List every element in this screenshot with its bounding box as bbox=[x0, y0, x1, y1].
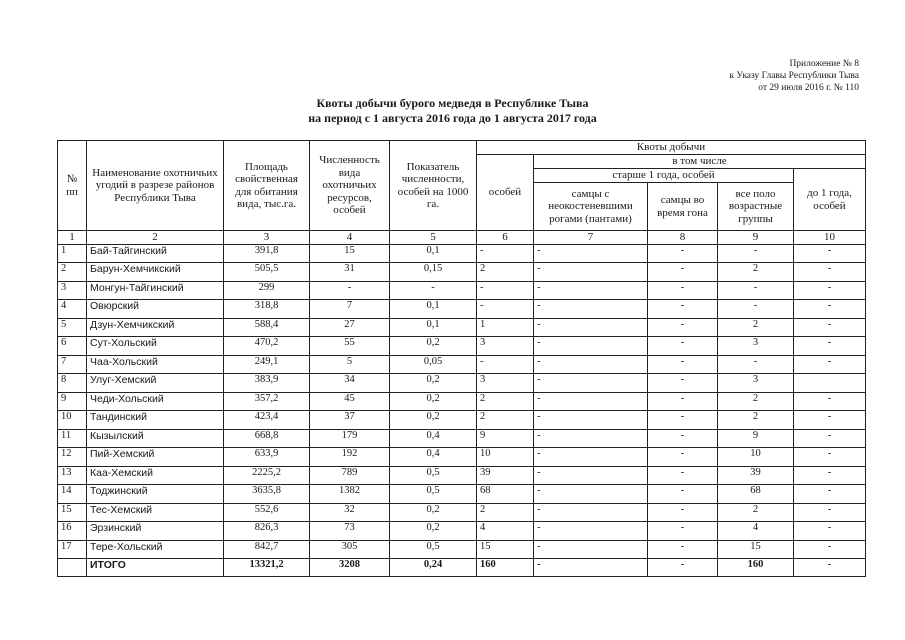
title-line-2: на период с 1 августа 2016 года до 1 августа 2017 года bbox=[308, 111, 597, 125]
header-name: Наименование охотничьих угодий в разрезе районов Республики Тыва bbox=[87, 141, 224, 231]
under1-cell: - bbox=[794, 244, 866, 263]
area-cell: 668,8 bbox=[224, 429, 310, 448]
col-number: 5 bbox=[390, 231, 477, 245]
rate-cell: 0,2 bbox=[390, 522, 477, 541]
under1-cell: - bbox=[794, 466, 866, 485]
col-number: 3 bbox=[224, 231, 310, 245]
under1-cell bbox=[794, 374, 866, 393]
area-cell: 552,6 bbox=[224, 503, 310, 522]
total-cell: 39 bbox=[477, 466, 534, 485]
antlers-cell: - bbox=[534, 485, 648, 504]
rut-cell: - bbox=[648, 503, 718, 522]
all-ages-cell: 2 bbox=[718, 318, 794, 337]
rut-cell: - bbox=[648, 448, 718, 467]
header-including: в том числе bbox=[534, 155, 866, 169]
rut-cell: - bbox=[648, 485, 718, 504]
antlers-cell: - bbox=[534, 522, 648, 541]
row-num bbox=[58, 559, 87, 577]
district-name: Тоджинский bbox=[87, 485, 224, 504]
row-num: 3 bbox=[58, 281, 87, 300]
area-cell: 423,4 bbox=[224, 411, 310, 430]
total-under1: - bbox=[794, 559, 866, 577]
population-cell: 31 bbox=[310, 263, 390, 282]
all-ages-cell: 9 bbox=[718, 429, 794, 448]
row-num: 4 bbox=[58, 300, 87, 319]
total-row bbox=[58, 559, 866, 577]
rate-cell: 0,2 bbox=[390, 503, 477, 522]
population-cell: 73 bbox=[310, 522, 390, 541]
under1-cell: - bbox=[794, 318, 866, 337]
all-ages-cell: 2 bbox=[718, 503, 794, 522]
row-num: 6 bbox=[58, 337, 87, 356]
area-cell: 826,3 bbox=[224, 522, 310, 541]
total-quota: 160 bbox=[477, 559, 534, 577]
header-quota: Квоты добычи bbox=[477, 141, 866, 155]
row-num: 5 bbox=[58, 318, 87, 337]
district-name: Кызылский bbox=[87, 429, 224, 448]
antlers-cell: - bbox=[534, 318, 648, 337]
total-population: 3208 bbox=[310, 559, 390, 577]
rate-cell: 0,1 bbox=[390, 318, 477, 337]
rut-cell: - bbox=[648, 244, 718, 263]
rate-cell: 0,4 bbox=[390, 448, 477, 467]
district-name: Сут-Хольский bbox=[87, 337, 224, 356]
table-row bbox=[58, 300, 866, 319]
rate-cell: 0,2 bbox=[390, 374, 477, 393]
all-ages-cell: - bbox=[718, 355, 794, 374]
antlers-cell: - bbox=[534, 337, 648, 356]
all-ages-cell: 68 bbox=[718, 485, 794, 504]
table-row bbox=[58, 540, 866, 559]
all-ages-cell: 2 bbox=[718, 263, 794, 282]
rut-cell: - bbox=[648, 392, 718, 411]
col-number: 6 bbox=[477, 231, 534, 245]
row-num: 16 bbox=[58, 522, 87, 541]
district-name: Чаа-Хольский bbox=[87, 355, 224, 374]
total-cell: 9 bbox=[477, 429, 534, 448]
col-number: 7 bbox=[534, 231, 648, 245]
quota-table bbox=[57, 140, 866, 577]
district-name: Овюрский bbox=[87, 300, 224, 319]
total-cell: - bbox=[477, 281, 534, 300]
area-cell: 633,9 bbox=[224, 448, 310, 467]
row-num: 14 bbox=[58, 485, 87, 504]
rate-cell: 0,5 bbox=[390, 466, 477, 485]
district-name: Дзун-Хемчикский bbox=[87, 318, 224, 337]
antlers-cell: - bbox=[534, 281, 648, 300]
rate-cell: 0,15 bbox=[390, 263, 477, 282]
table-row bbox=[58, 355, 866, 374]
table-row bbox=[58, 281, 866, 300]
appendix-line-3: от 29 июля 2016 г. № 110 bbox=[758, 83, 859, 93]
area-cell: 2225,2 bbox=[224, 466, 310, 485]
table-row bbox=[58, 503, 866, 522]
row-num: 17 bbox=[58, 540, 87, 559]
all-ages-cell: 39 bbox=[718, 466, 794, 485]
appendix-line-1: Приложение № 8 bbox=[789, 59, 859, 69]
district-name: Улуг-Хемский bbox=[87, 374, 224, 393]
antlers-cell: - bbox=[534, 355, 648, 374]
rut-cell: - bbox=[648, 355, 718, 374]
total-label: ИТОГО bbox=[87, 559, 224, 577]
all-ages-cell: 4 bbox=[718, 522, 794, 541]
row-num: 7 bbox=[58, 355, 87, 374]
district-name: Бай-Тайгинский bbox=[87, 244, 224, 263]
population-cell: 32 bbox=[310, 503, 390, 522]
district-name: Эрзинский bbox=[87, 522, 224, 541]
population-cell: - bbox=[310, 281, 390, 300]
rut-cell: - bbox=[648, 318, 718, 337]
row-num: 10 bbox=[58, 411, 87, 430]
under1-cell: - bbox=[794, 392, 866, 411]
antlers-cell: - bbox=[534, 300, 648, 319]
row-num: 12 bbox=[58, 448, 87, 467]
row-num: 9 bbox=[58, 392, 87, 411]
antlers-cell: - bbox=[534, 263, 648, 282]
district-name: Тес-Хемский bbox=[87, 503, 224, 522]
district-name: Пий-Хемский bbox=[87, 448, 224, 467]
total-rate: 0,24 bbox=[390, 559, 477, 577]
rut-cell: - bbox=[648, 522, 718, 541]
col-number: 9 bbox=[718, 231, 794, 245]
antlers-cell: - bbox=[534, 374, 648, 393]
rut-cell: - bbox=[648, 429, 718, 448]
population-cell: 45 bbox=[310, 392, 390, 411]
under1-cell: - bbox=[794, 281, 866, 300]
population-cell: 192 bbox=[310, 448, 390, 467]
rut-cell: - bbox=[648, 411, 718, 430]
header-males-antlers: самцы с неокостеневшими рогами (пантами) bbox=[534, 183, 648, 231]
total-cell: 2 bbox=[477, 411, 534, 430]
under1-cell: - bbox=[794, 337, 866, 356]
rate-cell: - bbox=[390, 281, 477, 300]
area-cell: 391,8 bbox=[224, 244, 310, 263]
area-cell: 505,5 bbox=[224, 263, 310, 282]
district-name: Барун-Хемчикский bbox=[87, 263, 224, 282]
antlers-cell: - bbox=[534, 540, 648, 559]
rut-cell: - bbox=[648, 540, 718, 559]
under1-cell: - bbox=[794, 429, 866, 448]
total-rut: - bbox=[648, 559, 718, 577]
table-row bbox=[58, 522, 866, 541]
table-row bbox=[58, 448, 866, 467]
under1-cell: - bbox=[794, 300, 866, 319]
rate-cell: 0,5 bbox=[390, 485, 477, 504]
col-number: 10 bbox=[794, 231, 866, 245]
rate-cell: 0,5 bbox=[390, 540, 477, 559]
under1-cell: - bbox=[794, 522, 866, 541]
total-all-ages: 160 bbox=[718, 559, 794, 577]
population-cell: 5 bbox=[310, 355, 390, 374]
header-total: особей bbox=[477, 155, 534, 231]
document-title bbox=[0, 96, 905, 126]
antlers-cell: - bbox=[534, 429, 648, 448]
rut-cell: - bbox=[648, 466, 718, 485]
rate-cell: 0,2 bbox=[390, 411, 477, 430]
antlers-cell: - bbox=[534, 448, 648, 467]
header-population: Численность вида охотничьих ресурсов, особей bbox=[310, 141, 390, 231]
population-cell: 1382 bbox=[310, 485, 390, 504]
table-row bbox=[58, 337, 866, 356]
table-row bbox=[58, 429, 866, 448]
under1-cell: - bbox=[794, 448, 866, 467]
rut-cell: - bbox=[648, 374, 718, 393]
table-row bbox=[58, 318, 866, 337]
population-cell: 55 bbox=[310, 337, 390, 356]
antlers-cell: - bbox=[534, 244, 648, 263]
col-number: 4 bbox=[310, 231, 390, 245]
table-row bbox=[58, 244, 866, 263]
row-num: 15 bbox=[58, 503, 87, 522]
under1-cell: - bbox=[794, 411, 866, 430]
area-cell: 3635,8 bbox=[224, 485, 310, 504]
row-num: 8 bbox=[58, 374, 87, 393]
under1-cell: - bbox=[794, 355, 866, 374]
total-cell: 3 bbox=[477, 374, 534, 393]
header-all-ages: все поло возрастные группы bbox=[718, 183, 794, 231]
area-cell: 470,2 bbox=[224, 337, 310, 356]
row-num: 1 bbox=[58, 244, 87, 263]
area-cell: 588,4 bbox=[224, 318, 310, 337]
rate-cell: 0,2 bbox=[390, 392, 477, 411]
total-cell: 4 bbox=[477, 522, 534, 541]
total-cell: - bbox=[477, 355, 534, 374]
total-cell: - bbox=[477, 300, 534, 319]
rate-cell: 0,05 bbox=[390, 355, 477, 374]
rate-cell: 0,1 bbox=[390, 300, 477, 319]
total-cell: 1 bbox=[477, 318, 534, 337]
population-cell: 27 bbox=[310, 318, 390, 337]
table-row bbox=[58, 485, 866, 504]
table-row bbox=[58, 374, 866, 393]
rut-cell: - bbox=[648, 263, 718, 282]
area-cell: 357,2 bbox=[224, 392, 310, 411]
population-cell: 7 bbox=[310, 300, 390, 319]
total-cell: 68 bbox=[477, 485, 534, 504]
table-row bbox=[58, 263, 866, 282]
total-cell: 15 bbox=[477, 540, 534, 559]
rut-cell: - bbox=[648, 300, 718, 319]
all-ages-cell: 2 bbox=[718, 411, 794, 430]
all-ages-cell: - bbox=[718, 300, 794, 319]
header-older: старше 1 года, особей bbox=[534, 169, 794, 183]
header-num: № пп bbox=[58, 141, 87, 231]
appendix-note bbox=[729, 58, 859, 94]
all-ages-cell: - bbox=[718, 281, 794, 300]
total-cell: 3 bbox=[477, 337, 534, 356]
all-ages-cell: 15 bbox=[718, 540, 794, 559]
district-name: Монгун-Тайгинский bbox=[87, 281, 224, 300]
district-name: Чеди-Хольский bbox=[87, 392, 224, 411]
district-name: Тандинский bbox=[87, 411, 224, 430]
district-name: Каа-Хемский bbox=[87, 466, 224, 485]
total-cell: 10 bbox=[477, 448, 534, 467]
total-cell: 2 bbox=[477, 503, 534, 522]
antlers-cell: - bbox=[534, 392, 648, 411]
all-ages-cell: 10 bbox=[718, 448, 794, 467]
total-area: 13321,2 bbox=[224, 559, 310, 577]
population-cell: 789 bbox=[310, 466, 390, 485]
header-area: Площадь свойственная для обитания вида, тыс.га. bbox=[224, 141, 310, 231]
population-cell: 305 bbox=[310, 540, 390, 559]
rut-cell: - bbox=[648, 337, 718, 356]
appendix-line-2: к Указу Главы Республики Тыва bbox=[729, 71, 859, 81]
total-cell: 2 bbox=[477, 392, 534, 411]
under1-cell: - bbox=[794, 263, 866, 282]
area-cell: 249,1 bbox=[224, 355, 310, 374]
all-ages-cell: - bbox=[718, 244, 794, 263]
rate-cell: 0,4 bbox=[390, 429, 477, 448]
rut-cell: - bbox=[648, 281, 718, 300]
header-under1: до 1 года, особей bbox=[794, 169, 866, 231]
area-cell: 842,7 bbox=[224, 540, 310, 559]
title-line-1: Квоты добычи бурого медведя в Республике Тыва bbox=[316, 96, 589, 110]
area-cell: 383,9 bbox=[224, 374, 310, 393]
row-num: 13 bbox=[58, 466, 87, 485]
table-row bbox=[58, 466, 866, 485]
area-cell: 299 bbox=[224, 281, 310, 300]
col-number: 8 bbox=[648, 231, 718, 245]
table-row bbox=[58, 411, 866, 430]
total-antlers: - bbox=[534, 559, 648, 577]
area-cell: 318,8 bbox=[224, 300, 310, 319]
under1-cell: - bbox=[794, 540, 866, 559]
row-num: 2 bbox=[58, 263, 87, 282]
header-males-rut: самцы во время гона bbox=[648, 183, 718, 231]
antlers-cell: - bbox=[534, 503, 648, 522]
population-cell: 37 bbox=[310, 411, 390, 430]
row-num: 11 bbox=[58, 429, 87, 448]
under1-cell: - bbox=[794, 503, 866, 522]
total-cell: 2 bbox=[477, 263, 534, 282]
header-rate: Показатель численности, особей на 1000 га. bbox=[390, 141, 477, 231]
population-cell: 34 bbox=[310, 374, 390, 393]
all-ages-cell: 3 bbox=[718, 337, 794, 356]
all-ages-cell: 3 bbox=[718, 374, 794, 393]
antlers-cell: - bbox=[534, 411, 648, 430]
rate-cell: 0,1 bbox=[390, 244, 477, 263]
col-number: 2 bbox=[87, 231, 224, 245]
all-ages-cell: 2 bbox=[718, 392, 794, 411]
population-cell: 179 bbox=[310, 429, 390, 448]
table-row bbox=[58, 392, 866, 411]
under1-cell: - bbox=[794, 485, 866, 504]
district-name: Тере-Хольский bbox=[87, 540, 224, 559]
col-number: 1 bbox=[58, 231, 87, 245]
rate-cell: 0,2 bbox=[390, 337, 477, 356]
total-cell: - bbox=[477, 244, 534, 263]
population-cell: 15 bbox=[310, 244, 390, 263]
antlers-cell: - bbox=[534, 466, 648, 485]
